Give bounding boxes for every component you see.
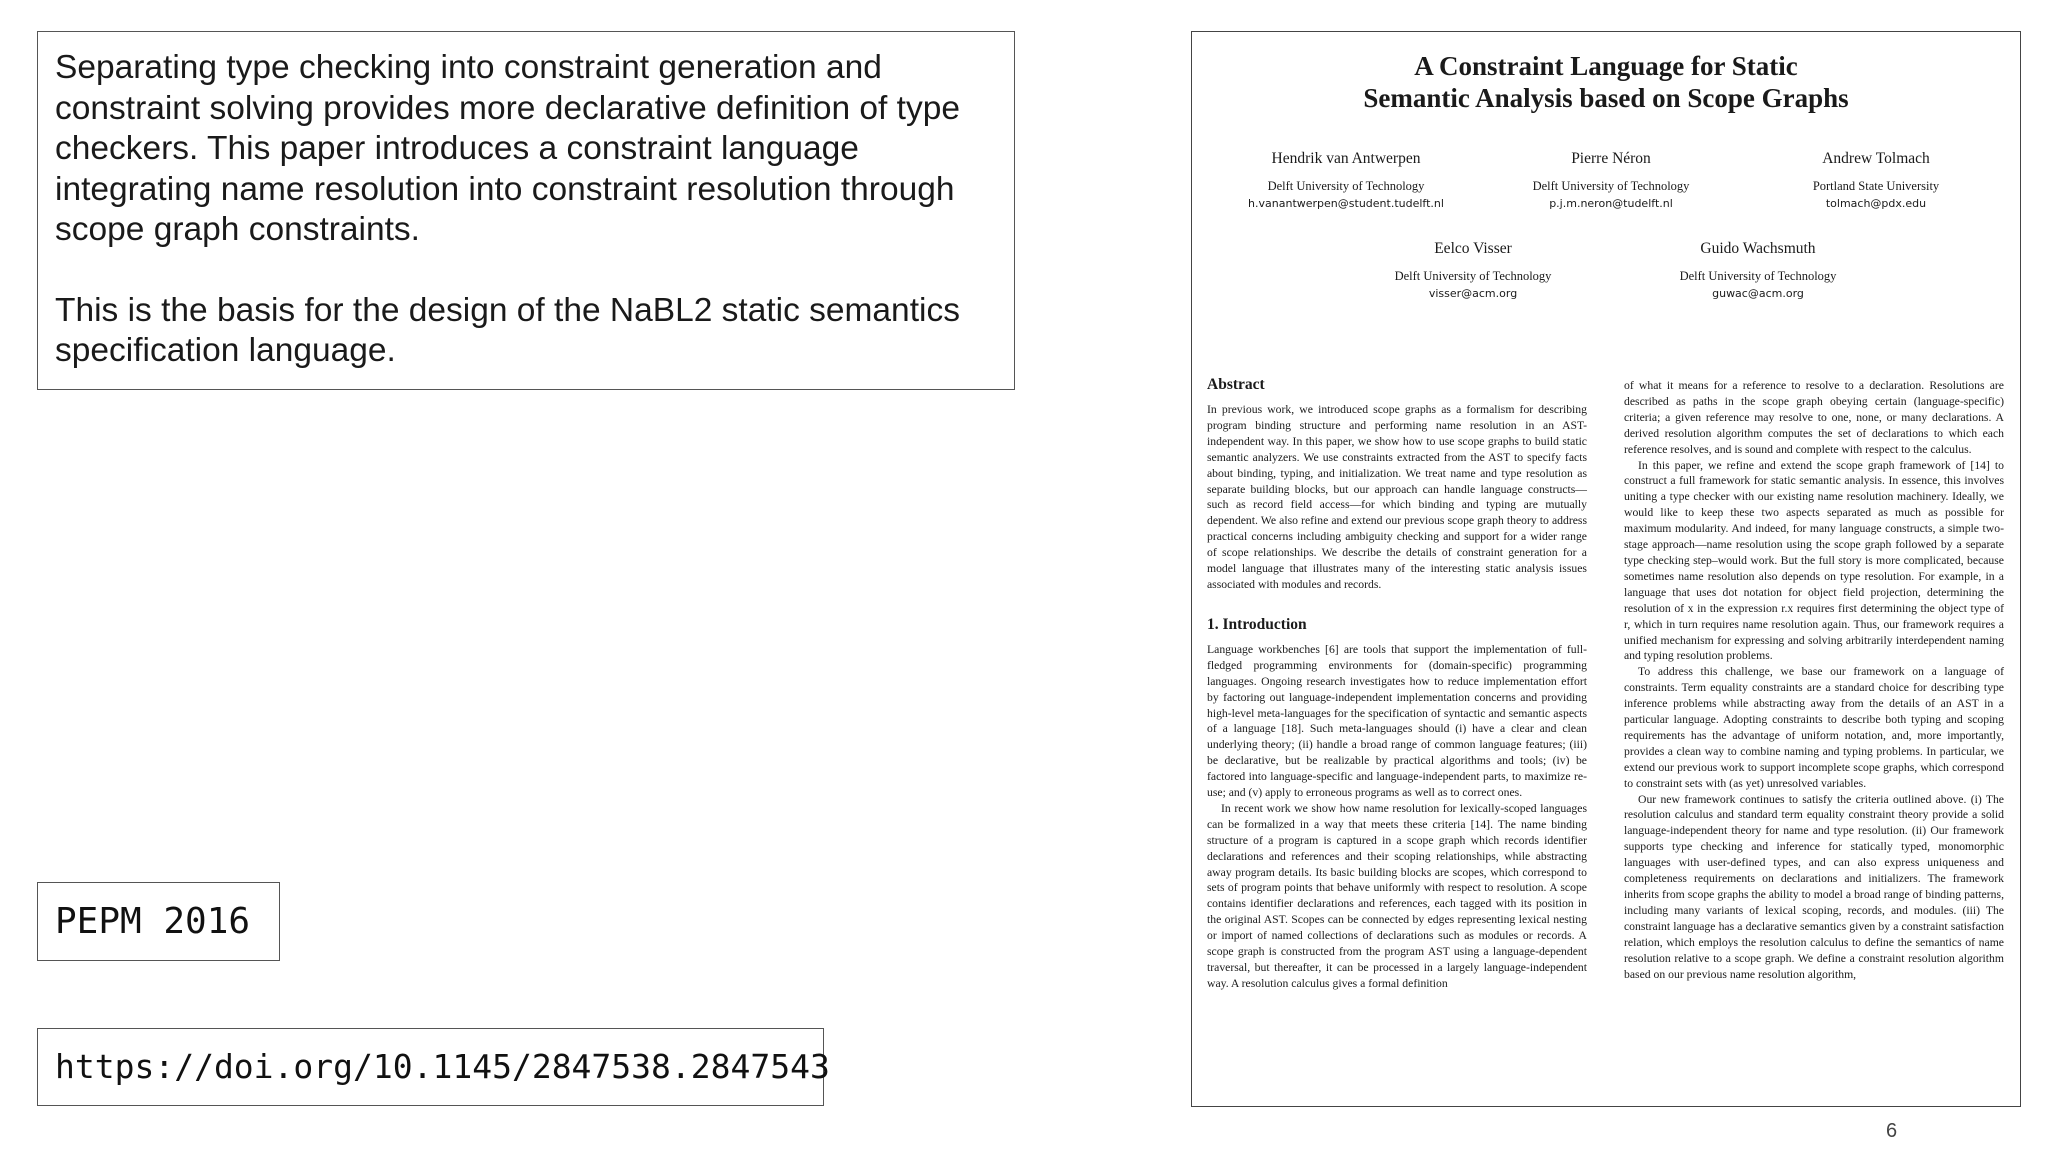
abstract-text: In previous work, we introduced scope graphs as a formalism for describing program binding structure and performing name resolution in an AST-independent way. In this paper, we show how to use scope graphs to build static semantic analyzers. We use constraints extracted from the AST to specify facts about binding, typing, and initialization. We treat name and type resolution as separate building blocks, but our approach can handle language constructs—such as record field access—for which binding and typing are mutually dependent. We also refine and extend our previous scope graph theory to address practical concerns including ambiguity checking and support for a wider range of scope relationships. We describe the details of constraint generation for a model language that illustrates many of the interesting static analysis issues associated with modules and records. xyxy=(1207,403,1587,591)
body-paragraph: of what it means for a reference to resolve to a declaration. Resolutions are described as paths in the scope graph obeying certain (language-specific) criteria; a given reference may resolve to one, none, or many declarations. A derived resolution algorithm computes the set of declarations to which each reference resolves, and is sound and complete with respect to the calculus. xyxy=(1624,379,2004,456)
paper-title-line-2: Semantic Analysis based on Scope Graphs xyxy=(1363,83,1849,113)
author-block xyxy=(1343,239,1603,302)
author-email: visser@acm.org xyxy=(1428,287,1518,300)
slide-page-number: 6 xyxy=(1886,1120,1898,1142)
author-affiliation: Delft University of Technology xyxy=(1679,269,1837,283)
paper-title-line-1: A Constraint Language for Static xyxy=(1414,51,1798,81)
summary-box xyxy=(37,31,1015,390)
author-affiliation: Delft University of Technology xyxy=(1532,179,1690,193)
body-paragraph: To address this challenge, we base our framework on a language of constraints. Term equality constraints are a standard choice for describing type inference problems while abstracting away from the details of an AST in a particular language. Adopting constraints to describe both typing and scoping requirements has the advantage of uniform notation, and, more importantly, provides a clean way to combine naming and typing problems. In particular, we extend our previous work to support incomplete scope graphs, which correspond to constraint sets with (as yet) unresolved variables. xyxy=(1624,665,2004,790)
author-name: Hendrik van Antwerpen xyxy=(1271,150,1421,167)
author-block xyxy=(1746,149,2006,212)
introduction-heading: 1. Introduction xyxy=(1207,615,1307,633)
paper-title xyxy=(1192,50,2020,114)
author-email: guwac@acm.org xyxy=(1712,287,1804,300)
author-name: Andrew Tolmach xyxy=(1822,150,1930,167)
doi-link[interactable]: https://doi.org/10.1145/2847538.2847543 xyxy=(37,1028,824,1106)
summary-paragraph-1: Separating type checking into constraint generation and constraint solving provides more declarative definition of type checkers. This paper introduces a constraint language integrating name resolution into constraint resolution through scope graph constraints. xyxy=(55,49,960,248)
author-affiliation: Delft University of Technology xyxy=(1394,269,1552,283)
introduction-paragraph: Language workbenches [6] are tools that support the implementation of full-fledged programming environments for (domain-specific) programming languages. Ongoing research investigates how to reduce implementation effort by factoring out language-independent implementation concerns and providing high-level meta-languages for the specification of syntactic and semantic aspects of a language [18]. Such meta-languages should (i) have a clear and clean underlying theory; (ii) handle a broad range of common language features; (iii) be declarative, but be realizable by practical algorithms and tools; (iv) be factored into language-specific and language-independent parts, to maximize re-use; and (v) apply to erroneous programs as well as to correct ones. xyxy=(1207,642,1587,800)
author-block xyxy=(1628,239,1888,302)
author-email: tolmach@pdx.edu xyxy=(1825,197,1927,210)
author-affiliation: Portland State University xyxy=(1812,179,1940,193)
body-paragraph: In this paper, we refine and extend the scope graph framework of [14] to construct a full framework for static semantic analysis. In essence, this involves uniting a type checker with our existing name resolution machinery. Ideally, we would like to keep these two aspects separated as much as possible for maximum modularity. And indeed, for many language constructs, a simple two-stage approach—name resolution using the scope graph followed by a separate type checking step–would work. But the full story is more complicated, because sometimes name resolution also depends on type resolution. For example, in a language that uses dot notation for object field projection, determining the resolution of x in the expression r.x requires first determining the object type of r, which in turn requires name resolution again. Thus, our framework requires a unified mechanism for expressing and solving arbitrarily interdependent naming and typing resolution problems. xyxy=(1624,458,2004,663)
paper-left-column xyxy=(1207,375,1587,992)
paper-right-column xyxy=(1624,378,2004,982)
author-email: h.vanantwerpen@student.tudelft.nl xyxy=(1248,197,1444,210)
author-name: Pierre Néron xyxy=(1571,150,1651,167)
author-affiliation: Delft University of Technology xyxy=(1267,179,1425,193)
introduction-paragraph: In recent work we show how name resolution for lexically-scoped languages can be formalized in a way that meets these criteria [14]. The name binding structure of a program is captured in a scope graph which records identifier declarations and references and their scoping relationships, while abstracting away program details. Its basic building blocks are scopes, which correspond to sets of program points that behave uniformly with respect to resolution. A scope contains identifier declarations and references, each tagged with its position in the original AST. Scopes can be connected by edges representing lexical nesting or import of named collections of declarations such as modules or records. A scope graph is constructed from the program AST using a language-dependent traversal, but thereafter, it can be processed in a largely language-independent way. A resolution calculus gives a formal definition xyxy=(1207,801,1587,990)
author-block xyxy=(1216,149,1476,212)
venue-label: PEPM 2016 xyxy=(37,882,280,961)
author-name: Eelco Visser xyxy=(1434,240,1512,257)
body-paragraph: Our new framework continues to satisfy the criteria outlined above. (i) The resolution calculus and standard term equality constraint theory provide a solid language-independent theory for name and type resolution. (ii) Our framework supports type checking and inference for statically typed, monomorphic languages with user-defined types, and can also express uniqueness and completeness requirements on declarations and initializers. The framework inherits from scope graphs the ability to model a broad range of binding patterns, including many variants of lexical scoping, records, and modules. (iii) The constraint language has a declarative semantics given by a constraint satisfaction relation, which employs the resolution calculus to define the semantics of name resolution relative to a scope graph. We define a constraint resolution algorithm based on our previous name resolution algorithm, xyxy=(1624,792,2004,981)
abstract-heading: Abstract xyxy=(1207,376,1265,393)
author-block xyxy=(1481,149,1741,212)
author-email: p.j.m.neron@tudelft.nl xyxy=(1549,197,1673,210)
paper-page-image xyxy=(1191,31,2021,1107)
summary-paragraph-2: This is the basis for the design of the NaBL2 static semantics specification language. xyxy=(55,291,960,369)
author-name: Guido Wachsmuth xyxy=(1700,240,1816,257)
